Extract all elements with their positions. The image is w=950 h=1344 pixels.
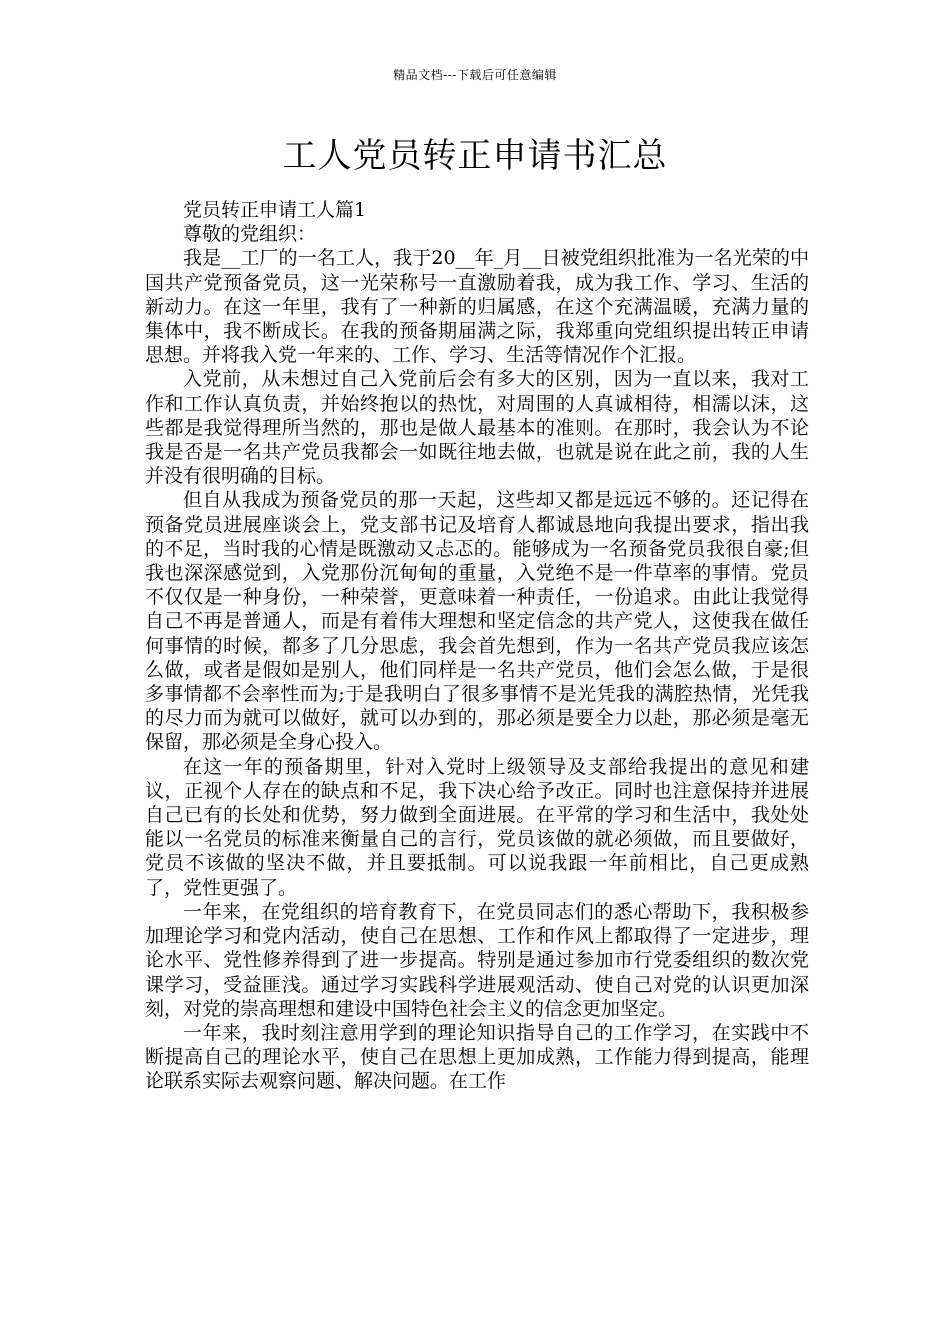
- body-paragraph: 入党前，从未想过自己入党前后会有多大的区别，因为一直以来，我对工作和工作认真负责，并始终抱以的热忱，对周围的人真诚相待，相濡以沫，这些都是我觉得理所当然的，那也是做人最基本的准则。在那时，我会认为不论我是否是一名共产党员我都会一如既往地去做，也就是说在此之前，我的人生并没有很明确的目标。: [145, 368, 809, 488]
- salutation: 尊敬的党组织：: [183, 223, 317, 246]
- section-title: 党员转正申请工人篇1: [183, 199, 367, 221]
- body-paragraph: 一年来，在党组织的培育教育下，在党员同志们的悉心帮助下，我积极参加理论学习和党内活动，使自己在思想、工作和作风上都取得了一定进步，理论水平、党性修养得到了进一步提高。特别是通过参加市行党委组织的数次党课学习，受益匪浅。通过学习实践科学进展观活动、使自己对党的认识更加深刻，对党的崇高理想和建设中国特色社会主义的信念更加坚定。: [145, 900, 809, 1020]
- body-paragraph: 一年来，我时刻注意用学到的理论知识指导自己的工作学习，在实践中不断提高自己的理论水平，使自己在思想上更加成熟，工作能力得到提高，能理论联系实际去观察问题、解决问题。在工作: [145, 1021, 809, 1093]
- body-paragraph: 在这一年的预备期里，针对入党时上级领导及支部给我提出的意见和建议，正视个人存在的缺点和不足，我下决心给予改正。同时也注意保持并进展自己已有的长处和优势，努力做到全面进展。在平常的学习和生活中，我处处能以一名党员的标准来衡量自己的言行，党员该做的就必须做，而且要做好，党员不该做的坚决不做，并且要抵制。可以说我跟一年前相比，自己更成熟了，党性更强了。: [145, 755, 809, 899]
- document-body: [145, 198, 809, 1094]
- body-paragraph: 但自从我成为预备党员的那一天起，这些却又都是远远不够的。还记得在预备党员进展座谈会上，党支部书记及培育人都诚恳地向我提出要求，指出我的不足，当时我的心情是既激动又忐忑的。能够成为一名预备党员我很自豪;但我也深深感觉到，入党那份沉甸甸的重量，入党绝不是一件草率的事情。党员不仅仅是一种身份，一种荣誉，更意味着一种责任，一份追求。由此让我觉得自己不再是普通人，而是有着伟大理想和坚定信念的共产党人，这使我在做任何事情的时候，都多了几分思虑，我会首先想到，作为一名共产党员我应该怎么做，或者是假如是别人，他们同样是一名共产党员，他们会怎么做，于是很多事情都不会率性而为;于是我明白了很多事情不是光凭我的满腔热情，光凭我的尽力而为就可以做好，就可以办到的，那必须是要全力以赴，那必须是毫无保留，那必须是全身心投入。: [145, 489, 809, 754]
- header-note: 精品文档---下载后可任意编辑: [393, 68, 557, 82]
- document-title: 工人党员转正申请书汇总: [282, 136, 668, 176]
- body-paragraph: 我是__工厂的一名工人，我于20__年_月__日被党组织批准为一名光荣的中国共产党预备党员，这一光荣称号一直激励着我，成为我工作、学习、生活的新动力。在这一年里，我有了一种新的归属感，在这个充满温暖，充满力量的集体中，我不断成长。在我的预备期届满之际，我郑重向党组织提出转正申请思想。并将我入党一年来的、工作、学习、生活等情况作个汇报。: [145, 247, 809, 367]
